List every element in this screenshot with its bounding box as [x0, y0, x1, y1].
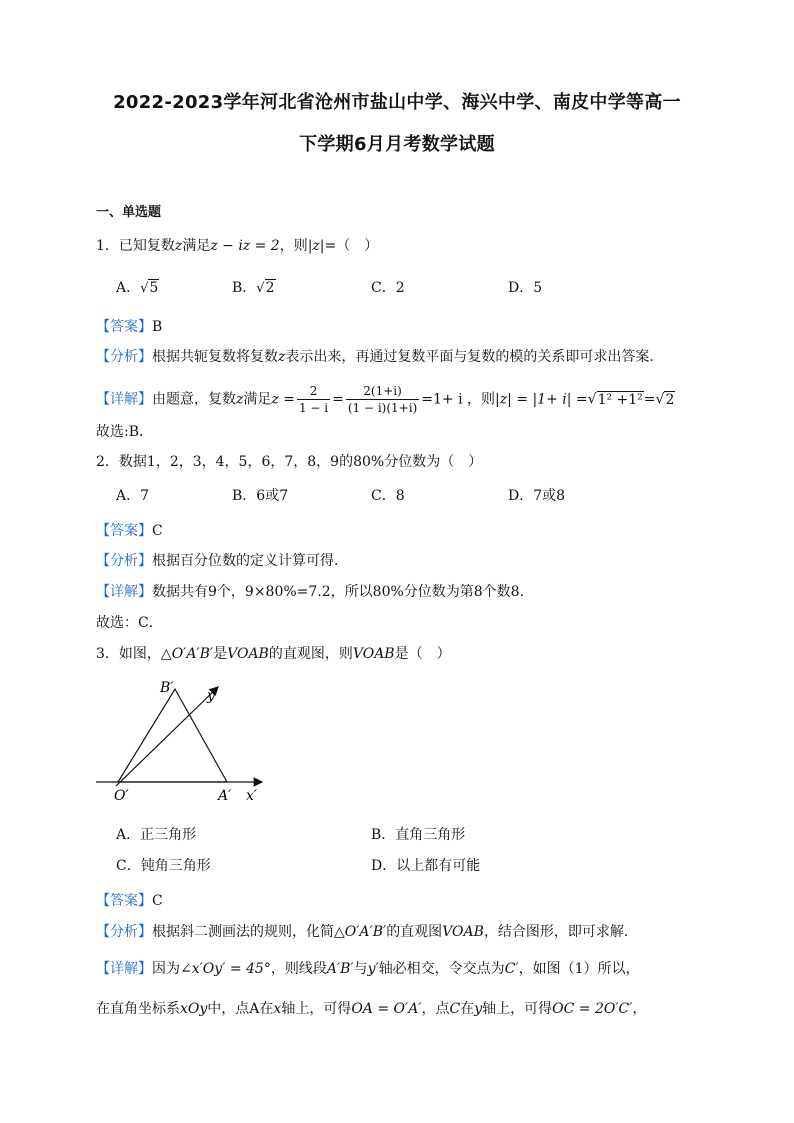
- q2-conclusion: 故选：C．: [96, 615, 163, 631]
- q2-option-d: D．7或8: [508, 488, 566, 504]
- q2-option-c: C．8: [371, 488, 405, 504]
- label-x: x′: [246, 788, 258, 804]
- q2-analysis: 【分析】根据百分位数的定义计算可得.: [96, 553, 339, 569]
- q2-option-b: B．6或7: [232, 488, 289, 504]
- q3-detail-line-2: 在直角坐标系xOy中，点A在x轴上，可得OA = O′A′，点C在y轴上，可得OC = 2O′C′，: [96, 1001, 647, 1017]
- title-line-2: 下学期6月月考数学试题: [299, 134, 495, 155]
- q1-conclusion: 故选:B．: [96, 424, 154, 440]
- q2-stem: 2．数据1，2，3，4，5，6，7，8，9的80%分位数为（ ）: [96, 454, 483, 470]
- label-o: O′: [114, 788, 129, 804]
- q2-option-a: A．7: [116, 488, 150, 504]
- q3-stem: 3．如图，△O′A′B′是VOAB的直观图，则VOAB是（ ）: [96, 646, 451, 662]
- q1-option-d: D．5: [508, 280, 543, 296]
- q1-option-b: B．√2: [232, 280, 275, 296]
- q3-option-b: B．直角三角形: [371, 827, 466, 843]
- label-a: A′: [218, 788, 232, 804]
- q1-option-c: C．2: [371, 280, 405, 296]
- q1-answer: 【答案】B: [96, 319, 163, 335]
- q3-figure: [90, 675, 280, 810]
- q3-detail: 【详解】因为∠x′Oy′ = 45°，则线段A′B′与y′轴必相交，令交点为C′，如图（1）所以，: [96, 961, 640, 977]
- q1-analysis: 【分析】根据共轭复数将复数z表示出来，再通过复数平面与复数的模的关系即可求出答案.: [96, 349, 654, 365]
- q2-detail: 【详解】数据共有9个，9×80%=7.2，所以80%分位数为第8个数8．: [96, 584, 534, 600]
- title-line-1: 2022-2023学年河北省沧州市盐山中学、海兴中学、南皮中学等高一: [113, 92, 681, 113]
- q1-detail: 【详解】由题意，复数z满足z = $\frac{2}{1 - i}$ = $\frac{2(1+i)}{(1 - i)(1+i)}$ =1+ i ，则|z| = |1+ i| =√1² +1²=√2: [96, 384, 675, 415]
- label-b: B′: [160, 680, 174, 696]
- q2-answer: 【答案】C: [96, 523, 163, 539]
- section-heading: 一、单选题: [96, 205, 162, 220]
- q3-option-a: A．正三角形: [116, 827, 197, 843]
- q3-option-c: C．钝角三角形: [116, 858, 211, 874]
- q3-analysis: 【分析】根据斜二测画法的规则，化简△O′A′B′的直观图VOAB，结合图形，即可求解.: [96, 924, 629, 940]
- q3-option-d: D．以上都有可能: [371, 858, 481, 874]
- label-y: y′: [207, 688, 219, 704]
- q1-option-a: A．√5: [116, 280, 159, 296]
- q1-stem: 1．已知复数z满足z − iz = 2，则|z|=（ ）: [96, 238, 379, 254]
- q3-answer: 【答案】C: [96, 893, 163, 909]
